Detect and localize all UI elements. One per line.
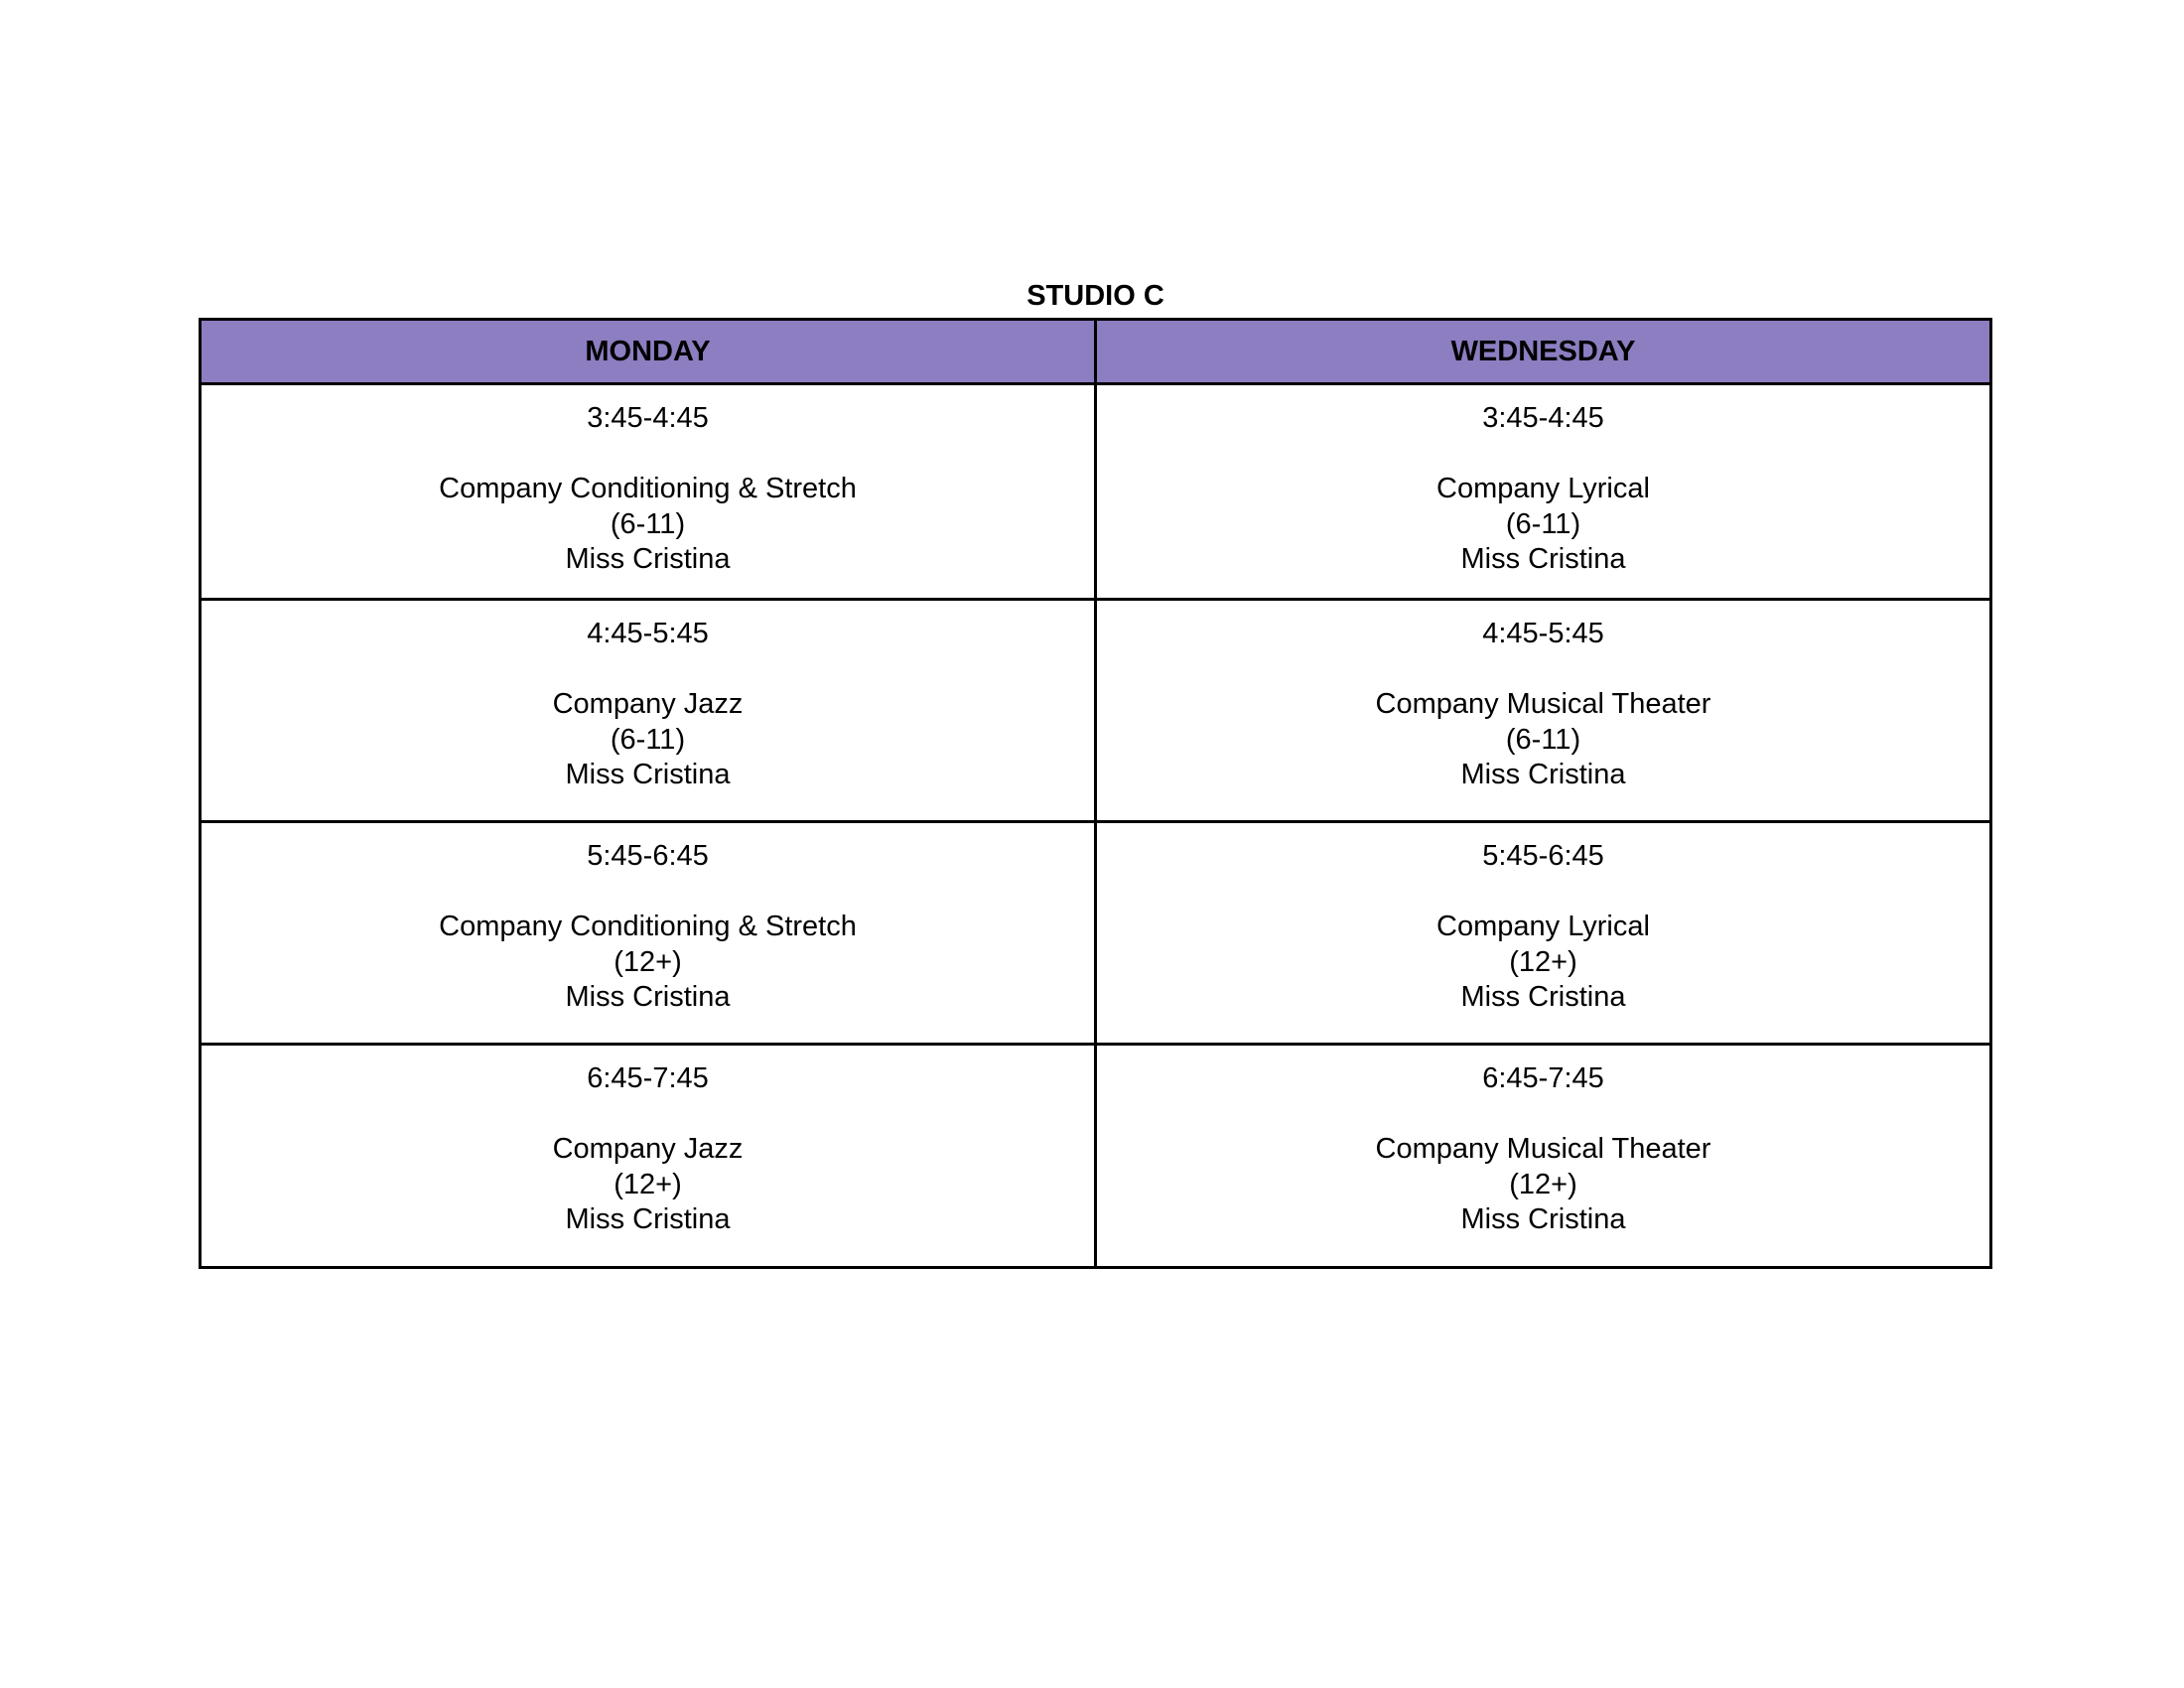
class-time: 6:45-7:45	[1482, 1062, 1604, 1094]
page-title: STUDIO C	[1026, 280, 1164, 312]
class-name: Company Conditioning & Stretch	[439, 911, 857, 942]
class-name: Company Jazz	[552, 688, 744, 720]
schedule-cell	[1096, 1045, 1991, 1268]
class-time: 4:45-5:45	[1482, 618, 1604, 649]
schedule-cell	[201, 822, 1096, 1045]
table-row	[201, 1045, 1991, 1268]
class-time: 5:45-6:45	[587, 840, 709, 872]
class-time: 3:45-4:45	[587, 402, 709, 434]
schedule-table	[199, 318, 1992, 1269]
schedule-cell	[1096, 600, 1991, 822]
class-ages: (12+)	[614, 1168, 682, 1200]
class-name: Company Jazz	[552, 1133, 744, 1165]
class-teacher: Miss Cristina	[565, 759, 731, 790]
class-teacher: Miss Cristina	[1460, 543, 1626, 575]
schedule-cell	[1096, 384, 1991, 600]
class-ages: (12+)	[614, 945, 682, 978]
class-ages: (12+)	[1509, 945, 1577, 978]
class-time: 3:45-4:45	[1482, 402, 1604, 434]
class-name: Company Musical Theater	[1375, 1133, 1711, 1165]
class-teacher: Miss Cristina	[1460, 759, 1626, 790]
class-ages: (6-11)	[610, 507, 686, 540]
class-ages: (12+)	[1509, 1168, 1577, 1200]
column-header-wednesday: WEDNESDAY	[1096, 320, 1991, 384]
schedule-cell	[201, 1045, 1096, 1268]
class-teacher: Miss Cristina	[565, 981, 731, 1013]
class-ages: (6-11)	[1505, 507, 1581, 540]
table-row	[201, 384, 1991, 600]
class-name: Company Musical Theater	[1375, 688, 1711, 720]
class-ages: (6-11)	[1505, 723, 1581, 756]
schedule-cell	[1096, 822, 1991, 1045]
class-ages: (6-11)	[610, 723, 686, 756]
table-row	[201, 822, 1991, 1045]
schedule-cell	[201, 384, 1096, 600]
header-row	[201, 320, 1991, 384]
class-time: 6:45-7:45	[587, 1062, 709, 1094]
class-teacher: Miss Cristina	[565, 543, 731, 575]
class-teacher: Miss Cristina	[1460, 981, 1626, 1013]
class-teacher: Miss Cristina	[565, 1203, 731, 1235]
class-name: Company Lyrical	[1436, 473, 1650, 504]
class-name: Company Conditioning & Stretch	[439, 473, 857, 504]
column-header-monday: MONDAY	[201, 320, 1096, 384]
table-row	[201, 600, 1991, 822]
class-name: Company Lyrical	[1436, 911, 1650, 942]
class-time: 4:45-5:45	[587, 618, 709, 649]
class-teacher: Miss Cristina	[1460, 1203, 1626, 1235]
class-time: 5:45-6:45	[1482, 840, 1604, 872]
schedule-cell	[201, 600, 1096, 822]
